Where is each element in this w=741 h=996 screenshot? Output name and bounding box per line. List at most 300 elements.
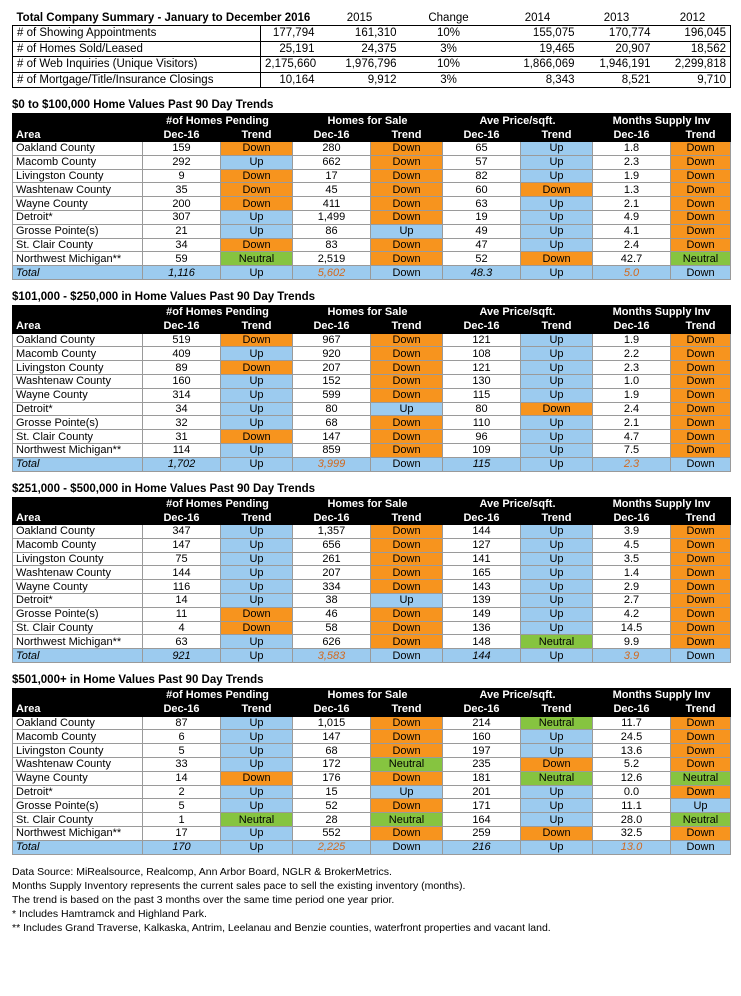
value-cell: 214 [443,716,521,730]
trend-cell: Up [521,538,593,552]
group-header: Homes for Sale [293,305,443,319]
value-cell: 11.7 [593,716,671,730]
summary-row-label: # of Homes Sold/Leased [13,41,261,57]
section-title: $501,000+ in Home Values Past 90 Day Trends [12,674,264,687]
value-cell: 108 [443,347,521,361]
trend-cell: Down [671,716,731,730]
value-cell: 32.5 [593,827,671,841]
value-cell: 216 [443,840,521,854]
dec-16-header: Dec-16 [593,702,671,716]
area-name: Detroit* [13,785,143,799]
trend-header: Trend [671,702,731,716]
trend-cell: Down [221,141,293,155]
trend-cell: Up [221,347,293,361]
trend-cell: Down [671,827,731,841]
table-row [13,538,731,552]
area-name: Northwest Michigan** [13,827,143,841]
trend-header: Trend [521,511,593,525]
value-cell: 38 [293,594,371,608]
value-cell: 4.9 [593,210,671,224]
value-change: 10% [401,57,497,73]
trend-header: Trend [221,702,293,716]
table-row [13,771,731,785]
trend-cell: Neutral [521,771,593,785]
trend-cell: Up [521,785,593,799]
area-name: Washtenaw County [13,374,143,388]
trend-table [12,113,731,280]
table-row [13,758,731,772]
value-cell: 2.1 [593,416,671,430]
area-name: Oakland County [13,525,143,539]
trend-cell: Down [371,416,443,430]
table-row [13,580,731,594]
trend-cell: Down [371,210,443,224]
trend-header: Trend [521,319,593,333]
total-label: Total [13,266,143,280]
header-blank-cell [13,497,143,511]
table-row [13,552,731,566]
trend-cell: Down [371,238,443,252]
value-cell: 1.9 [593,169,671,183]
trend-cell: Neutral [221,813,293,827]
value-cell: 3.5 [593,552,671,566]
value-cell: 314 [143,388,221,402]
footnote-line: Months Supply Inventory represents the current sales pace to sell the existing inventory (months). [12,879,466,892]
trend-cell: Down [671,169,731,183]
value-cell: 5 [143,799,221,813]
table-row [13,416,731,430]
value-cell: 2.1 [593,197,671,211]
trend-cell: Up [521,210,593,224]
trend-cell: Down [371,525,443,539]
trend-header: Trend [221,128,293,142]
value-cell: 96 [443,430,521,444]
area-name: St. Clair County [13,430,143,444]
value-cell: 2.4 [593,238,671,252]
trend-cell: Down [371,169,443,183]
trend-cell: Down [671,594,731,608]
value-cell: 2.7 [593,594,671,608]
trend-header: Trend [221,511,293,525]
trend-cell: Down [371,374,443,388]
area-name: Wayne County [13,388,143,402]
value-cell: 164 [443,813,521,827]
table-row [13,607,731,621]
summary-row [13,72,731,88]
value-cell: 4.5 [593,538,671,552]
value-cell: 47 [443,238,521,252]
area-name: St. Clair County [13,813,143,827]
value-cell: 80 [443,402,521,416]
value-cell: 5,602 [293,266,371,280]
value-cell: 136 [443,621,521,635]
value-cell: 34 [143,238,221,252]
table-row [13,183,731,197]
trend-cell: Up [521,197,593,211]
trend-cell: Down [671,635,731,649]
trend-header: Trend [671,128,731,142]
value-cell: 207 [293,361,371,375]
area-name: Livingston County [13,744,143,758]
trend-cell: Up [521,840,593,854]
value-cell: 662 [293,155,371,169]
value-cell: 14.5 [593,621,671,635]
area-name: Oakland County [13,141,143,155]
dec-16-header: Dec-16 [443,128,521,142]
trend-table [12,305,731,472]
trend-cell: Up [521,361,593,375]
value-cell: 19 [443,210,521,224]
value-cell: 1.0 [593,374,671,388]
table-row [13,594,731,608]
trend-cell: Down [671,785,731,799]
value-cell: 1,357 [293,525,371,539]
trend-cell: Down [221,361,293,375]
trend-cell: Down [521,827,593,841]
value-cell: 2,225 [293,840,371,854]
trend-cell: Down [671,155,731,169]
table-row [13,813,731,827]
value-2012: 9,710 [655,72,731,88]
trend-cell: Up [221,457,293,471]
dec-16-header: Dec-16 [443,511,521,525]
dec-16-header: Dec-16 [443,702,521,716]
trend-cell: Down [521,252,593,266]
area-name: Oakland County [13,333,143,347]
trend-cell: Down [671,347,731,361]
table-row [13,785,731,799]
trend-cell: Down [671,416,731,430]
dec-16-header: Dec-16 [143,128,221,142]
value-2015: 24,375 [319,41,401,57]
value-cell: 3,583 [293,649,371,663]
group-header-row [13,114,731,128]
value-cell: 409 [143,347,221,361]
value-cell: 519 [143,333,221,347]
area-name: Northwest Michigan** [13,252,143,266]
table-row [13,374,731,388]
trend-cell: Down [221,607,293,621]
trend-cell: Down [671,388,731,402]
value-2014: 1,866,069 [497,57,579,73]
value-cell: 152 [293,374,371,388]
value-cell: 165 [443,566,521,580]
trend-cell: Down [371,430,443,444]
trend-cell: Down [371,799,443,813]
trend-cell: Up [521,155,593,169]
year-2012-header: 2012 [679,11,706,24]
trend-table [12,688,731,855]
group-header: #of Homes Pending [143,689,293,703]
dec-16-header: Dec-16 [293,511,371,525]
trend-cell: Up [221,566,293,580]
value-cell: 48.3 [443,266,521,280]
value-cell: 45 [293,183,371,197]
value-cell: 32 [143,416,221,430]
trend-cell: Down [671,566,731,580]
trend-cell: Down [671,457,731,471]
trend-cell: Down [221,333,293,347]
table-row [13,141,731,155]
value-cell: 14 [143,594,221,608]
value-cell: 5.0 [593,266,671,280]
dec-16-header: Dec-16 [593,319,671,333]
value-cell: 89 [143,361,221,375]
value-cell: 160 [443,730,521,744]
value-cell: 1 [143,813,221,827]
group-header: Months Supply Inv [593,114,731,128]
footnote-line: Data Source: MiRealsource, Realcomp, Ann Arbor Board, NGLR & BrokerMetrics. [12,865,392,878]
table-row [13,347,731,361]
change-header: Change [428,11,469,24]
trend-cell: Down [371,197,443,211]
trend-cell: Down [671,443,731,457]
trend-cell: Down [371,635,443,649]
trend-cell: Down [671,580,731,594]
table-row [13,621,731,635]
value-2013: 8,521 [579,72,655,88]
value-cell: 57 [443,155,521,169]
trend-cell: Up [221,716,293,730]
column-header-row [13,319,731,333]
trend-cell: Up [221,210,293,224]
value-cell: 83 [293,238,371,252]
trend-cell: Down [671,238,731,252]
total-row [13,266,731,280]
trend-cell: Up [221,785,293,799]
value-cell: 115 [443,457,521,471]
value-cell: 1.3 [593,183,671,197]
trend-cell: Down [671,210,731,224]
table-row [13,430,731,444]
value-cell: 2.3 [593,155,671,169]
area-name: Livingston County [13,552,143,566]
trend-cell: Down [671,224,731,238]
value-cell: 28.0 [593,813,671,827]
dec-16-header: Dec-16 [593,511,671,525]
header-blank-cell [13,689,143,703]
company-summary-table [12,10,731,88]
trend-cell: Up [521,416,593,430]
value-cell: 920 [293,347,371,361]
table-row [13,799,731,813]
value-cell: 200 [143,197,221,211]
trend-cell: Up [221,224,293,238]
area-name: Macomb County [13,155,143,169]
area-name: Detroit* [13,210,143,224]
trend-cell: Down [521,183,593,197]
value-cell: 144 [443,649,521,663]
value-cell: 42.7 [593,252,671,266]
value-2016: 25,191 [261,41,319,57]
year-2015-header: 2015 [346,11,373,24]
trend-cell: Down [221,197,293,211]
value-2015: 1,976,796 [319,57,401,73]
value-cell: 24.5 [593,730,671,744]
trend-cell: Down [671,430,731,444]
value-cell: 9 [143,169,221,183]
value-cell: 12.6 [593,771,671,785]
year-2014-header: 2014 [524,11,551,24]
trend-section [12,481,730,664]
value-cell: 143 [443,580,521,594]
group-header-row [13,497,731,511]
group-header: Months Supply Inv [593,305,731,319]
trend-cell: Up [221,538,293,552]
dec-16-header: Dec-16 [293,319,371,333]
trend-cell: Neutral [521,716,593,730]
trend-section [12,289,730,472]
value-cell: 4.2 [593,607,671,621]
trend-header: Trend [371,511,443,525]
column-header-row [13,511,731,525]
value-cell: 109 [443,443,521,457]
value-cell: 59 [143,252,221,266]
trend-cell: Up [521,744,593,758]
dec-16-header: Dec-16 [143,702,221,716]
summary-row-label: # of Mortgage/Title/Insurance Closings [13,72,261,88]
trend-cell: Up [521,525,593,539]
table-row [13,210,731,224]
trend-cell: Up [521,730,593,744]
value-cell: 52 [293,799,371,813]
value-cell: 58 [293,621,371,635]
value-cell: 599 [293,388,371,402]
trend-cell: Up [521,813,593,827]
value-cell: 259 [443,827,521,841]
trend-cell: Down [371,252,443,266]
trend-cell: Down [371,840,443,854]
total-row [13,457,731,471]
dec-16-header: Dec-16 [443,319,521,333]
trend-cell: Down [371,141,443,155]
value-cell: 1.4 [593,566,671,580]
trend-cell: Up [521,594,593,608]
summary-row [13,57,731,73]
summary-row-label: # of Showing Appointments [13,26,261,42]
trend-cell: Up [521,566,593,580]
trend-cell: Down [371,155,443,169]
value-cell: 3.9 [593,649,671,663]
table-row [13,388,731,402]
year-2013-header: 2013 [603,11,630,24]
trend-cell: Up [521,238,593,252]
value-cell: 35 [143,183,221,197]
area-name: Oakland County [13,716,143,730]
trend-cell: Up [221,649,293,663]
group-header: Ave Price/sqft. [443,689,593,703]
value-cell: 172 [293,758,371,772]
trend-cell: Down [671,525,731,539]
trend-cell: Down [671,758,731,772]
trend-header: Trend [671,511,731,525]
table-row [13,730,731,744]
area-name: Detroit* [13,594,143,608]
value-cell: 11 [143,607,221,621]
trend-cell: Up [221,580,293,594]
trend-cell: Down [371,388,443,402]
value-2014: 8,343 [497,72,579,88]
value-change: 10% [401,26,497,42]
trend-cell: Neutral [671,771,731,785]
value-cell: 6 [143,730,221,744]
trend-cell: Down [371,730,443,744]
summary-row [13,41,731,57]
value-cell: 2 [143,785,221,799]
area-name: Wayne County [13,580,143,594]
trend-cell: Up [671,799,731,813]
area-header: Area [13,319,143,333]
value-cell: 116 [143,580,221,594]
value-cell: 201 [443,785,521,799]
group-header: Ave Price/sqft. [443,114,593,128]
header-blank-cell [13,305,143,319]
value-cell: 68 [293,744,371,758]
value-cell: 347 [143,525,221,539]
trend-cell: Down [671,730,731,744]
trend-cell: Neutral [221,252,293,266]
area-name: Grosse Pointe(s) [13,416,143,430]
trend-cell: Down [671,607,731,621]
trend-cell: Down [671,649,731,663]
trend-header: Trend [371,128,443,142]
group-header: Months Supply Inv [593,497,731,511]
value-cell: 5 [143,744,221,758]
section-title: $101,000 - $250,000 in Home Values Past 90 Day Trends [12,290,316,303]
dec-16-header: Dec-16 [293,128,371,142]
value-cell: 17 [143,827,221,841]
value-cell: 28 [293,813,371,827]
footnote-line: * Includes Hamtramck and Highland Park. [12,907,207,920]
area-name: Macomb County [13,538,143,552]
value-cell: 149 [443,607,521,621]
value-cell: 127 [443,538,521,552]
trend-cell: Down [221,238,293,252]
trend-cell: Up [221,799,293,813]
trend-cell: Up [521,430,593,444]
value-cell: 170 [143,840,221,854]
trend-cell: Down [671,552,731,566]
value-cell: 207 [293,566,371,580]
value-2014: 19,465 [497,41,579,57]
trend-cell: Up [521,443,593,457]
value-cell: 75 [143,552,221,566]
table-row [13,169,731,183]
value-cell: 68 [293,416,371,430]
group-header: Months Supply Inv [593,689,731,703]
area-name: Livingston County [13,169,143,183]
value-cell: 1.8 [593,141,671,155]
trend-cell: Up [221,416,293,430]
trend-cell: Down [671,744,731,758]
value-cell: 14 [143,771,221,785]
trend-cell: Down [371,771,443,785]
area-name: Washtenaw County [13,758,143,772]
trend-header: Trend [371,702,443,716]
trend-cell: Up [521,607,593,621]
value-cell: 176 [293,771,371,785]
value-2016: 177,794 [261,26,319,42]
trend-cell: Down [371,621,443,635]
value-cell: 87 [143,716,221,730]
value-cell: 656 [293,538,371,552]
trend-cell: Down [371,744,443,758]
value-cell: 292 [143,155,221,169]
trend-cell: Up [221,374,293,388]
dec-16-header: Dec-16 [293,702,371,716]
dec-16-header: Dec-16 [143,319,221,333]
trend-cell: Down [221,169,293,183]
